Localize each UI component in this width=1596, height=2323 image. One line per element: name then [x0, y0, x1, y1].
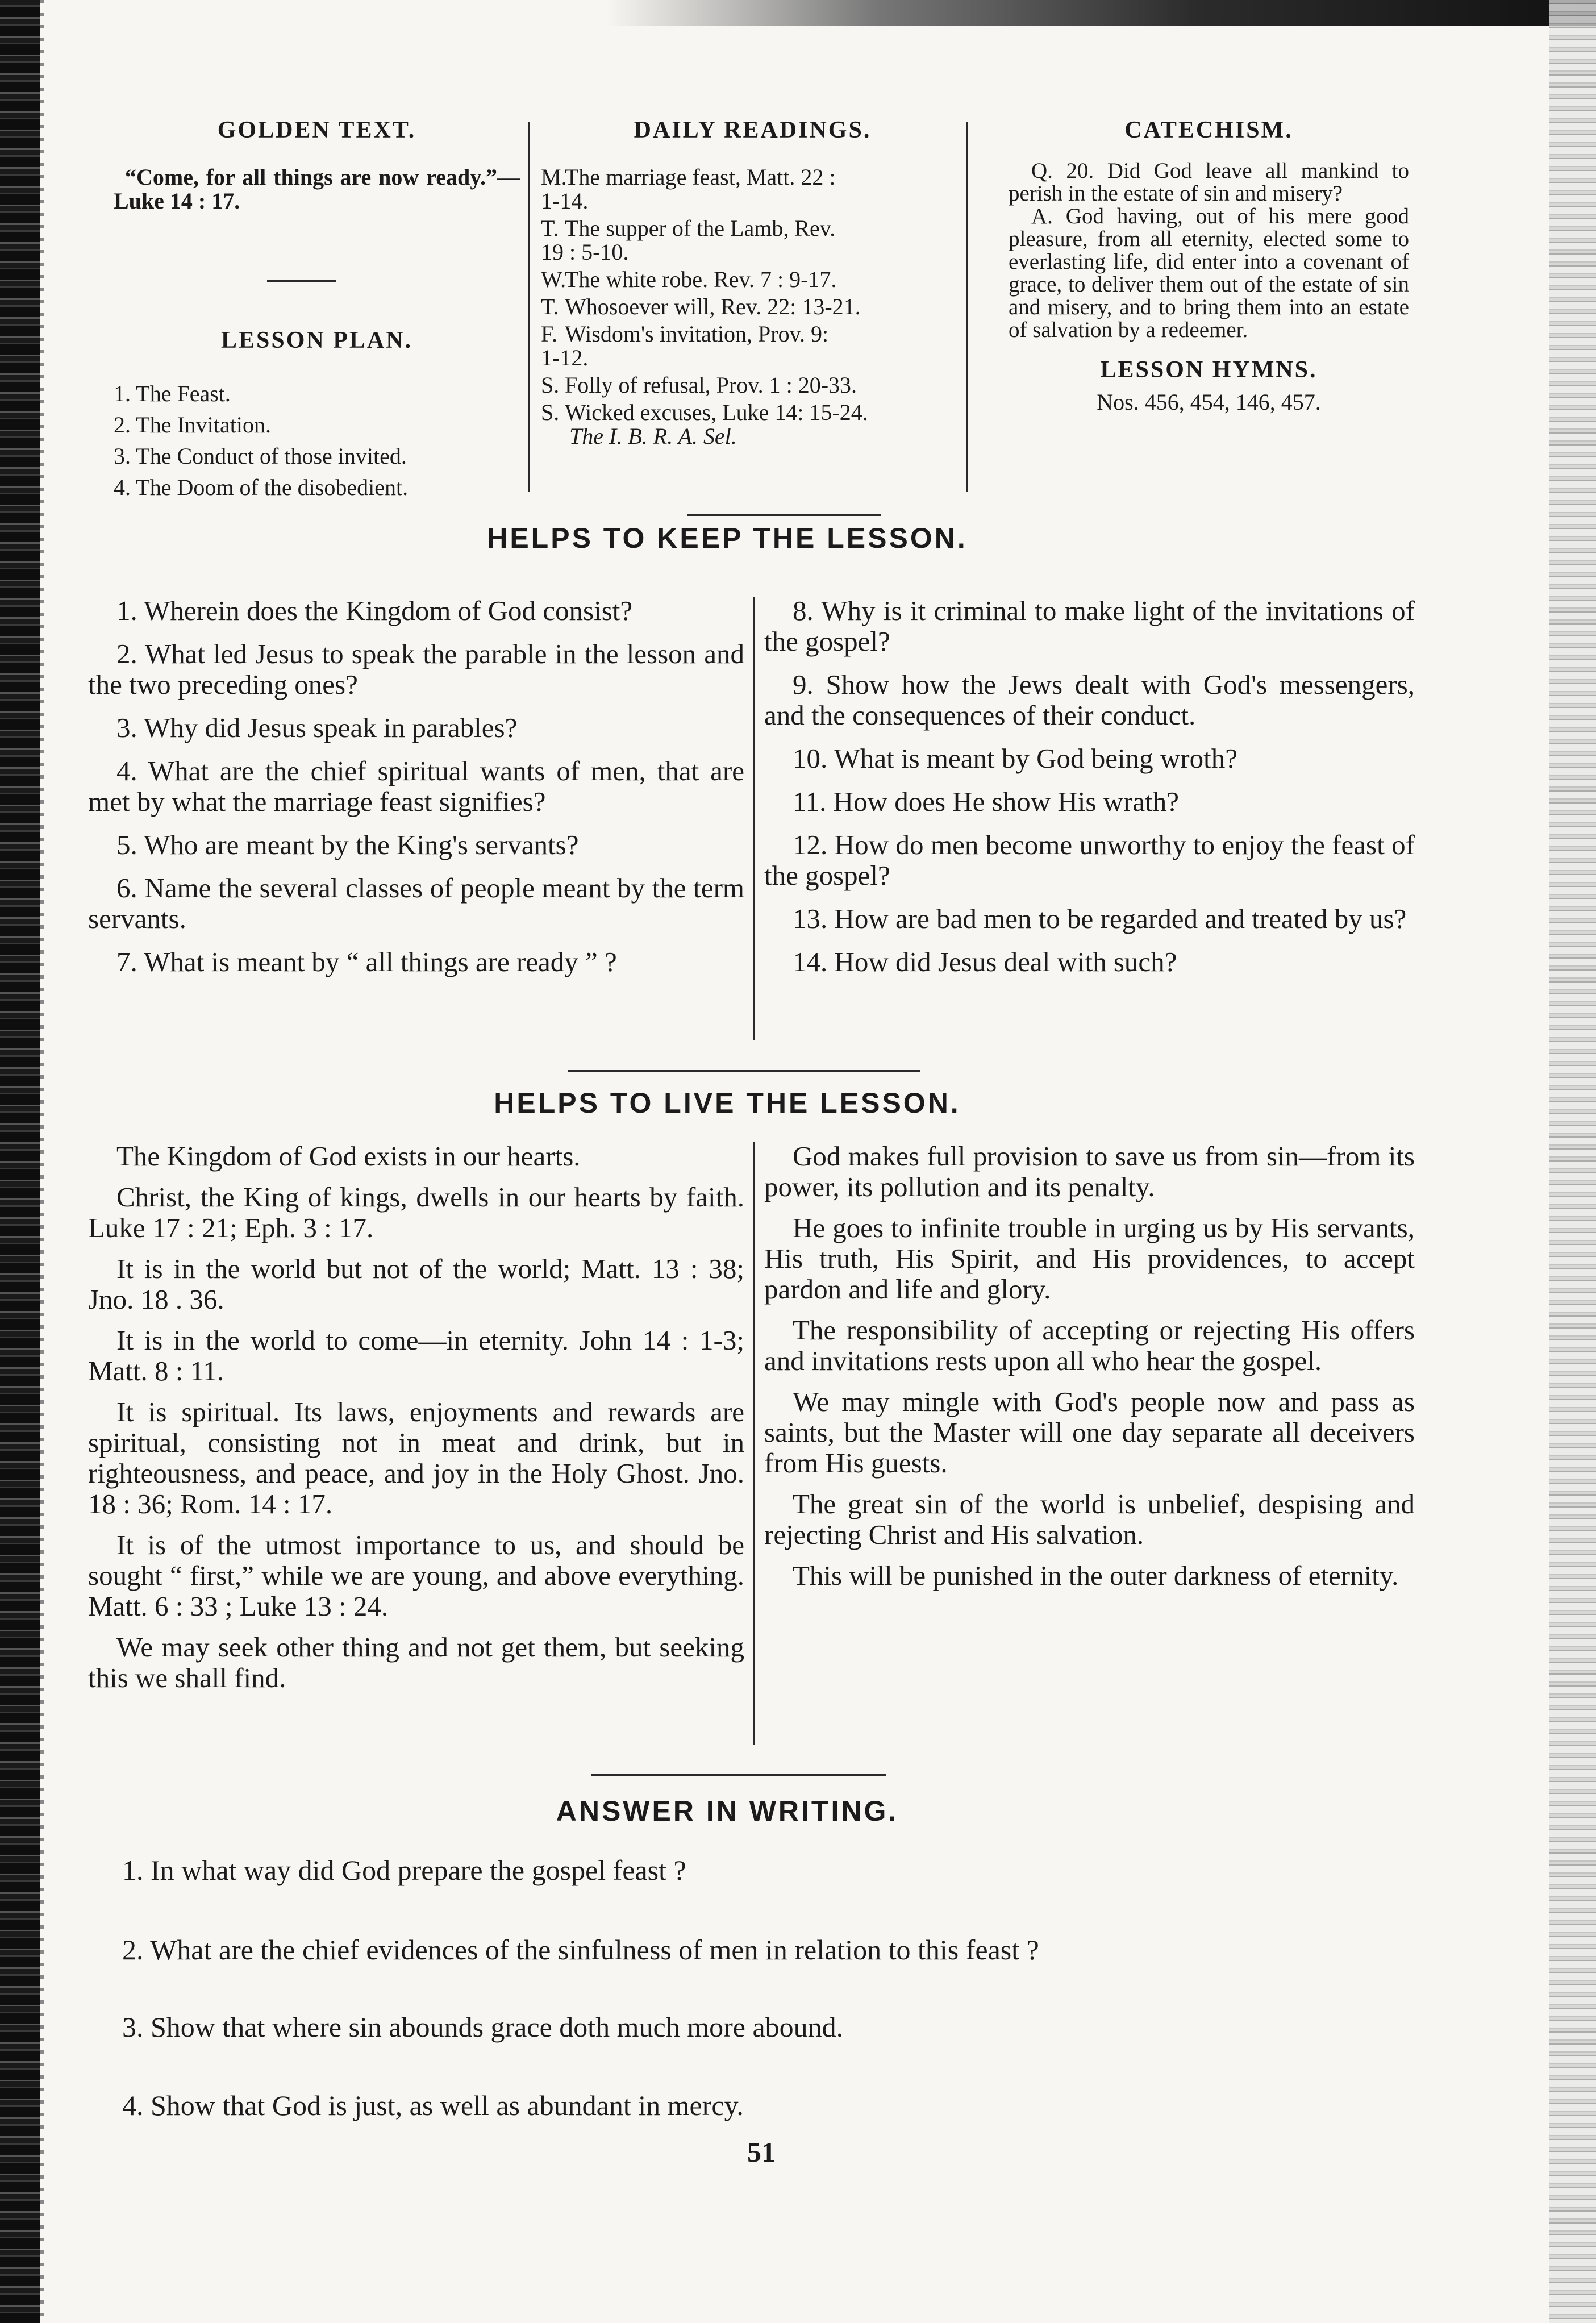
scan-edge-left — [0, 0, 40, 2323]
reading-item — [541, 165, 964, 213]
writing-question: 1. In what way did God prepare the gospel feast ? — [122, 1854, 686, 1886]
reading-text: The marriage feast, Matt. 22 : — [565, 164, 836, 190]
catechism-answer: A. God having, out of his mere good pleasure, from all eternity, elected some to everlasting life, did enter into a covenant of grace, to deliver them out of the estate of sin and misery, and to bring them into an estate of salvation by a redeemer. — [1009, 204, 1409, 342]
reading-day: S. — [541, 372, 560, 398]
paragraph: This will be punished in the outer darkness of eternity. — [793, 1560, 1399, 1591]
page-number: 51 — [747, 2136, 776, 2168]
question-item: 3. Why did Jesus speak in parables? — [116, 712, 518, 743]
golden-text-verse: “Come, for all things are now ready.”—Luke 14 : 17. — [114, 164, 520, 214]
column-rule — [753, 1142, 755, 1745]
writing-question: 2. What are the chief evidences of the sinfulness of men in relation to this feast ? — [122, 1934, 1039, 1966]
reading-continued: 1-12. — [541, 345, 589, 370]
reading-text: Whosoever will, Rev. 22: 13-21. — [565, 294, 861, 319]
helps-live-title: HELPS TO LIVE THE LESSON. — [494, 1087, 961, 1119]
question-item: 13. How are bad men to be regarded and treated by us? — [793, 903, 1407, 934]
paragraph: It is of the utmost importance to us, and should be sought “ first,” while we are young, and above everything. Matt. 6 : 33 ; Luke 13 : 24. — [88, 1529, 744, 1622]
lesson-plan-item: 4. The Doom of the disobedient. — [114, 474, 409, 500]
reading-text: The white robe. Rev. 7 : 9-17. — [565, 267, 837, 292]
reading-text: Wisdom's invitation, Prov. 9: — [565, 321, 829, 347]
question-item: 4. What are the chief spiritual wants of men, that are met by what the marriage feast signifies? — [88, 755, 744, 817]
question-item: 10. What is meant by God being wroth? — [793, 743, 1237, 774]
lesson-hymns-heading: LESSON HYMNS. — [1100, 357, 1318, 383]
reading-text: Folly of refusal, Prov. 1 : 20-33. — [565, 372, 857, 398]
golden-text-section — [114, 116, 520, 213]
column-rule — [966, 122, 968, 492]
helps-live-left — [88, 1141, 744, 1704]
reading-continued: 19 : 5-10. — [541, 239, 629, 265]
catechism-section — [1009, 116, 1409, 414]
divider — [591, 1774, 886, 1776]
lesson-plan-item: 3. The Conduct of those invited. — [114, 443, 407, 469]
reading-item — [541, 268, 964, 292]
scan-edge-left-inner — [40, 0, 44, 2323]
paragraph: The great sin of the world is unbelief, despising and rejecting Christ and His salvation. — [764, 1488, 1415, 1550]
paragraph: The Kingdom of God exists in our hearts. — [116, 1140, 581, 1172]
golden-text-heading: GOLDEN TEXT. — [217, 117, 416, 143]
lesson-plan-item: 1. The Feast. — [114, 381, 231, 406]
paragraph: We may mingle with God's people now and pass as saints, but the Master will one day separate all deceivers from His guests. — [764, 1386, 1415, 1479]
question-item: 14. How did Jesus deal with such? — [793, 946, 1177, 977]
divider — [687, 514, 881, 516]
daily-readings-list — [541, 165, 964, 448]
question-item: 9. Show how the Jews dealt with God's messengers, and the consequences of their conduct. — [764, 669, 1415, 731]
question-item: 1. Wherein does the Kingdom of God consist? — [116, 595, 633, 626]
writing-question: 4. Show that God is just, as well as abundant in mercy. — [122, 2089, 744, 2121]
helps-keep-right — [764, 596, 1415, 990]
helps-live-right — [764, 1141, 1415, 1601]
lesson-hymns-numbers: Nos. 456, 454, 146, 457. — [1097, 389, 1321, 415]
paragraph: It is in the world to come—in eternity. John 14 : 1-3; Matt. 8 : 11. — [88, 1325, 744, 1387]
reading-day: T. — [541, 215, 559, 241]
helps-keep-left — [88, 596, 744, 990]
paragraph: It is spiritual. Its laws, enjoyments and rewards are spiritual, consisting not in meat and drink, but in righteousness, and peace, and joy in the Holy Ghost. Jno. 18 : 36; Rom. 14 : 17. — [88, 1396, 744, 1519]
reading-item — [541, 401, 964, 424]
question-item: 6. Name the several classes of people meant by the term servants. — [88, 872, 744, 934]
lesson-plan-heading: LESSON PLAN. — [220, 327, 413, 353]
lesson-plan-list — [114, 378, 520, 503]
scan-edge-top — [0, 0, 1596, 26]
question-item: 11. How does He show His wrath? — [793, 786, 1179, 817]
paragraph: Christ, the King of kings, dwells in our hearts by faith. Luke 17 : 21; Eph. 3 : 17. — [88, 1181, 744, 1243]
scan-edge-right — [1549, 0, 1596, 2323]
column-rule — [528, 122, 530, 492]
reading-item — [541, 295, 964, 319]
column-rule — [753, 597, 755, 1040]
divider — [267, 280, 336, 282]
reading-day: W. — [541, 267, 566, 292]
paragraph: He goes to infinite trouble in urging us by His servants, His truth, His Spirit, and His providences, to accept pardon and life and glory. — [764, 1212, 1415, 1305]
divider — [568, 1070, 920, 1072]
paragraph: It is in the world but not of the world; Matt. 13 : 38; Jno. 18 . 36. — [88, 1253, 744, 1315]
catechism-heading: CATECHISM. — [1124, 117, 1293, 143]
paragraph: The responsibility of accepting or rejecting His offers and invitations rests upon all who hear the gospel. — [764, 1314, 1415, 1376]
reading-item — [541, 322, 964, 370]
daily-readings-heading: DAILY READINGS. — [634, 117, 872, 143]
helps-keep-title: HELPS TO KEEP THE LESSON. — [487, 522, 968, 554]
writing-question: 3. Show that where sin abounds grace doth much more abound. — [122, 2011, 844, 2043]
reading-item — [541, 373, 964, 397]
question-item: 12. How do men become unworthy to enjoy the feast of the gospel? — [764, 829, 1415, 891]
question-item: 8. Why is it criminal to make light of the invitations of the gospel? — [764, 595, 1415, 657]
question-item: 7. What is meant by “ all things are ready ” ? — [116, 946, 617, 977]
daily-readings-section — [541, 116, 964, 448]
reading-day: F. — [541, 321, 558, 347]
catechism-question: Q. 20. Did God leave all mankind to perish in the estate of sin and misery? — [1009, 159, 1409, 206]
reading-day: T. — [541, 294, 559, 319]
answer-writing-title: ANSWER IN WRITING. — [556, 1795, 899, 1827]
reading-continued: 1-14. — [541, 188, 589, 214]
lesson-plan-section — [114, 327, 520, 503]
paragraph: God makes full provision to save us from sin—from its power, its pollution and its penalty. — [764, 1140, 1415, 1202]
reading-day: M. — [541, 164, 567, 190]
readings-credit: The I. B. R. A. Sel. — [569, 423, 737, 449]
paragraph: We may seek other thing and not get them, but seeking this we shall find. — [88, 1631, 744, 1693]
question-item: 5. Who are meant by the King's servants? — [116, 829, 579, 860]
lesson-plan-item: 2. The Invitation. — [114, 412, 271, 438]
reading-item — [541, 217, 964, 264]
question-item: 2. What led Jesus to speak the parable in the lesson and the two preceding ones? — [88, 638, 744, 700]
reading-text: Wicked excuses, Luke 14: 15-24. — [565, 399, 868, 425]
reading-day: S. — [541, 399, 560, 425]
reading-text: The supper of the Lamb, Rev. — [565, 215, 836, 241]
